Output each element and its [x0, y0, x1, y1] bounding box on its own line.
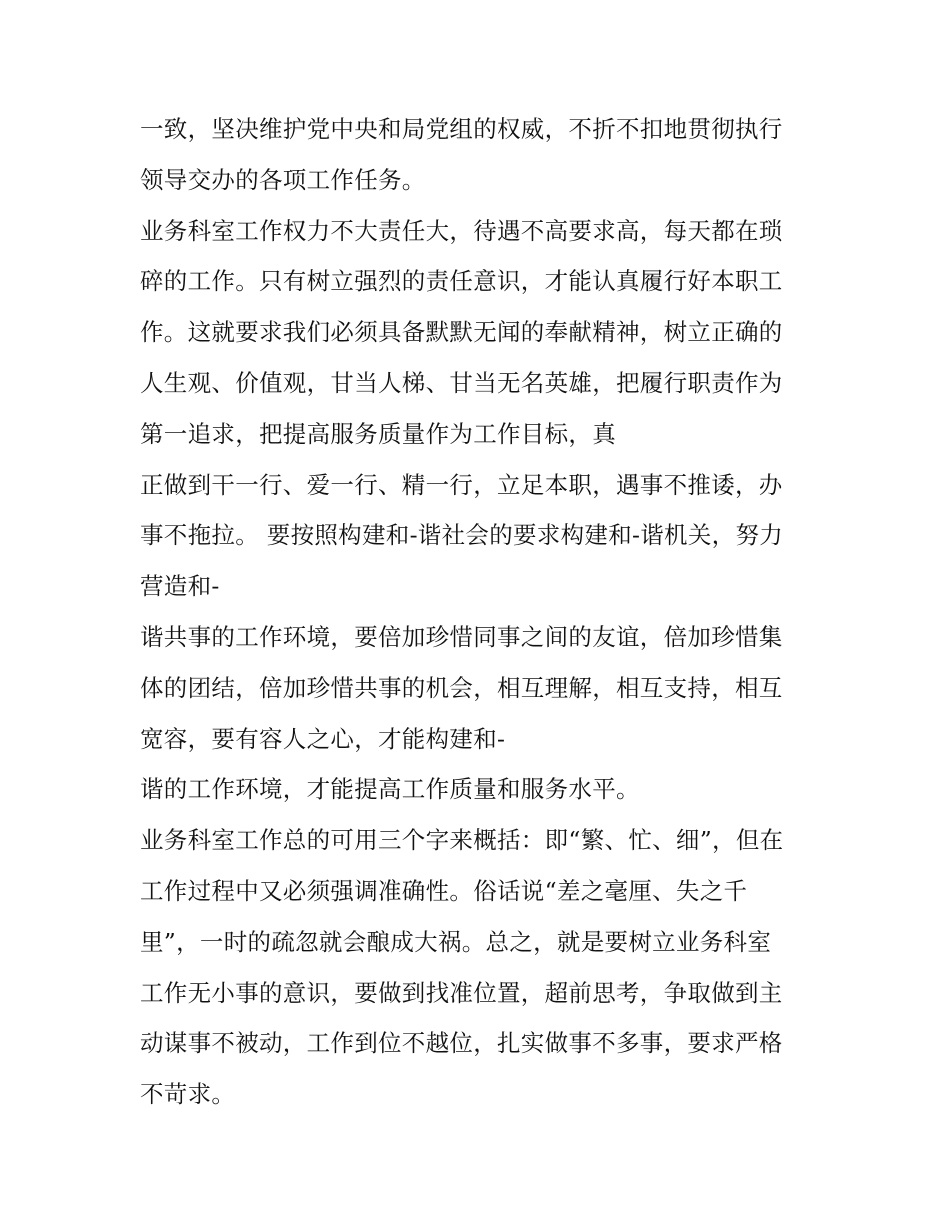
text-line: 营造和- — [140, 572, 220, 601]
document-body — [140, 104, 820, 1120]
text-line: 业务科室工作权力不大责任大，待遇不高要求高，每天都在琐 — [140, 216, 783, 245]
text-line: 动谋事不被动，工作到位不越位，扎实做事不多事，要求严格 — [140, 1029, 783, 1058]
text-line: 业务科室工作总的可用三个字来概括：即“繁、忙、细”，但在 — [140, 826, 784, 855]
text-line: 碎的工作。只有树立强烈的责任意识，才能认真履行好本职工 — [140, 267, 783, 296]
text-line: 作。这就要求我们必须具备默默无闻的奉献精神，树立正确的 — [140, 318, 783, 347]
text-line: 人生观、价值观，甘当人梯、甘当无名英雄，把履行职责作为 — [140, 368, 783, 397]
text-line: 里”，一时的疏忽就会酿成大祸。总之，就是要树立业务科室 — [140, 927, 772, 956]
text-line: 第一追求，把提高服务质量作为工作目标，真 — [140, 419, 616, 448]
text-line: 事不拖拉。 要按照构建和-谐社会的要求构建和-谐机关，努力 — [140, 521, 784, 550]
text-line: 一致，坚决维护党中央和局党组的权威，不折不扣地贯彻执行 — [140, 115, 783, 143]
text-line: 谐的工作环境，才能提高工作质量和服务水平。 — [140, 775, 640, 804]
text-line: 工作无小事的意识，要做到找准位置，超前思考，争取做到主 — [140, 978, 783, 1007]
text-line: 不苛求。 — [140, 1080, 236, 1109]
text-line: 谐共事的工作环境，要倍加珍惜同事之间的友谊，倍加珍惜集 — [140, 622, 783, 651]
text-line: 宽容，要有容人之心，才能构建和- — [140, 724, 506, 753]
text-line: 工作过程中又必须强调准确性。俗话说“差之毫厘、失之千 — [140, 876, 748, 905]
text-line: 体的团结，倍加珍惜共事的机会，相互理解，相互支持，相互 — [140, 673, 783, 702]
text-line: 领导交办的各项工作任务。 — [140, 165, 426, 194]
text-line: 正做到干一行、爱一行、精一行，立足本职，遇事不推诿，办 — [140, 470, 783, 499]
